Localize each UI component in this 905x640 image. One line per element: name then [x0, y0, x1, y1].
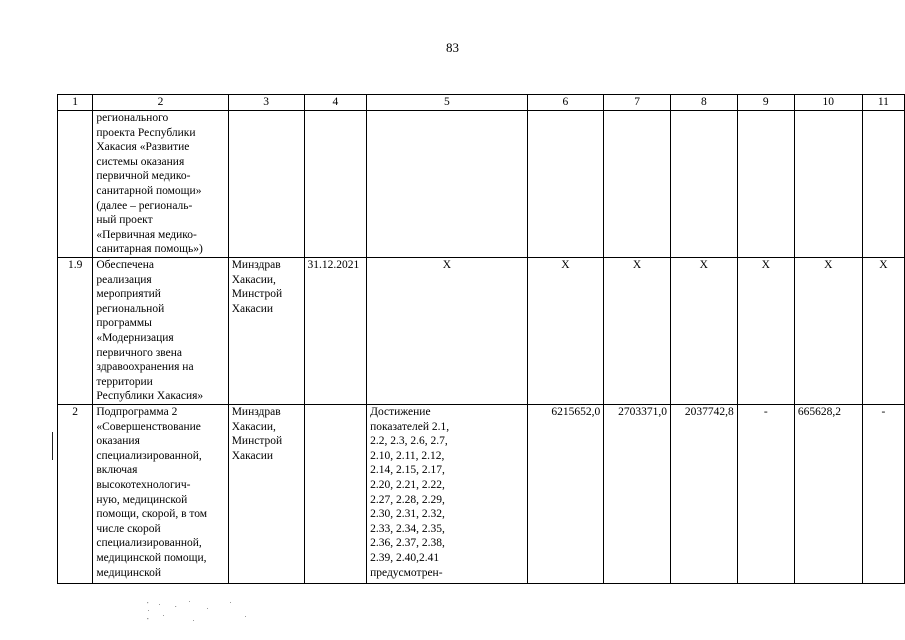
cell-executor [228, 111, 304, 258]
cell-text-line: Хакасии, [231, 420, 276, 433]
column-header: 4 [304, 95, 367, 111]
cell-text-line: первичного звена [96, 346, 182, 359]
cell-text-line: 2.33, 2.34, 2.35, [370, 522, 445, 535]
cell-text-line: 2.27, 2.28, 2.29, [370, 493, 445, 506]
cell-col10: 665628,2 [794, 405, 862, 584]
cell-text-line: программы [96, 317, 152, 330]
column-header: 9 [737, 95, 794, 111]
table-row [58, 405, 905, 584]
cell-text-line: Минздрав [231, 406, 281, 418]
cell-number [58, 111, 93, 258]
cell-text-line: Достижение [370, 406, 431, 418]
cell-text-line: проекта Республики [96, 126, 196, 139]
cell-col9 [737, 111, 794, 258]
cell-text-line: Обеспечена [96, 259, 154, 271]
cell-col11 [862, 111, 904, 258]
cell-text-line: 2.30, 2.31, 2.32, [370, 508, 445, 521]
column-header: 2 [93, 95, 228, 111]
cell-text-line: санитарная помощь») [96, 243, 203, 256]
cell-text-line: регионального [96, 112, 169, 124]
cell-text-line: 2.14, 2.15, 2.17, [370, 464, 445, 477]
column-header: 1 [58, 95, 93, 111]
cell-col9: Х [737, 258, 794, 405]
cell-text-line: (далее – региональ- [96, 199, 193, 212]
cell-text-line: 2.2, 2.3, 2.6, 2.7, [370, 435, 448, 448]
cell-text-line: Хакасии, [231, 273, 276, 286]
cell-text-line: медицинской помощи, [96, 551, 207, 564]
cell-text-line: системы оказания [96, 155, 185, 168]
cell-text-line: первичной медико- [96, 170, 191, 183]
cell-text-line: Х [442, 259, 452, 271]
cell-col10 [794, 111, 862, 258]
cell-text-line: санитарной помощи» [96, 184, 202, 197]
cell-executor [228, 405, 304, 584]
cell-text-line: помощи, скорой, в том [96, 508, 208, 521]
cell-text-line: Хакасия «Развитие [96, 141, 190, 154]
cell-text-line: медицинской [96, 566, 162, 579]
cell-text-line: высокотехнологич- [96, 478, 191, 491]
cell-text-line: ный проект [96, 214, 153, 227]
column-header: 6 [527, 95, 604, 111]
cell-text-line: 2.10, 2.11, 2.12, [370, 449, 445, 462]
cell-text-line: «Совершенствование [96, 420, 201, 433]
column-header: 3 [228, 95, 304, 111]
cell-col10: Х [794, 258, 862, 405]
cell-col11: Х [862, 258, 904, 405]
column-header: 7 [604, 95, 671, 111]
cell-text-line: Хакасии [231, 302, 274, 315]
cell-col7 [604, 111, 671, 258]
cell-indicators [367, 111, 528, 258]
cell-col9: - [737, 405, 794, 584]
cell-col11: - [862, 405, 904, 584]
cell-text-line: показателей 2.1, [370, 420, 450, 433]
cell-number: 2 [58, 405, 93, 584]
column-header: 11 [862, 95, 904, 111]
cell-text-line: 2.20, 2.21, 2.22, [370, 478, 445, 491]
cell-total: Х [527, 258, 604, 405]
column-header: 5 [367, 95, 528, 111]
table-row [58, 111, 905, 258]
scan-noise [145, 596, 265, 628]
table-row [58, 258, 905, 405]
cell-indicators [367, 405, 528, 584]
document-table [57, 94, 905, 584]
cell-text-line: Подпрограмма 2 [96, 406, 178, 418]
cell-text-line: 2.39, 2.40,2.41 [370, 551, 440, 564]
cell-text-line: Минстрой [231, 435, 283, 448]
cell-col8: 2037742,8 [670, 405, 737, 584]
cell-col8 [670, 111, 737, 258]
cell-col8: Х [670, 258, 737, 405]
cell-description [93, 111, 228, 258]
cell-deadline: 31.12.2021 [304, 258, 367, 405]
cell-indicators [367, 258, 528, 405]
column-header: 8 [670, 95, 737, 111]
cell-total: 6215652,0 [527, 405, 604, 584]
cell-text-line: региональной [96, 302, 165, 315]
cell-number: 1.9 [58, 258, 93, 405]
cell-text-line: ную, медицинской [96, 493, 188, 506]
cell-text-line: Минстрой [231, 288, 283, 301]
table-header-row [58, 95, 905, 111]
page-number: 83 [446, 40, 459, 55]
cell-deadline [304, 405, 367, 584]
column-header: 10 [794, 95, 862, 111]
cell-executor [228, 258, 304, 405]
cell-text-line: Минздрав [231, 259, 281, 271]
cell-text-line: оказания [96, 435, 140, 448]
cell-text-line: включая [96, 464, 138, 477]
cell-text-line: «Модернизация [96, 331, 174, 344]
cell-text-line: здравоохранения на [96, 361, 194, 374]
cell-description [93, 405, 228, 584]
cell-col7: Х [604, 258, 671, 405]
cell-col7: 2703371,0 [604, 405, 671, 584]
cell-deadline [304, 111, 367, 258]
cell-text-line: предусмотрен- [370, 566, 443, 579]
cell-text-line: реализация [96, 273, 152, 286]
cell-description [93, 258, 228, 405]
cell-text-line: Хакасии [231, 449, 274, 462]
cell-text-line: территории [96, 375, 153, 388]
cell-text-line: мероприятий [96, 288, 161, 301]
cell-text-line: «Первичная медико- [96, 228, 197, 241]
cell-text-line: специализированной, [96, 449, 202, 462]
cell-text-line: Республики Хакасия» [96, 390, 204, 403]
cell-total [527, 111, 604, 258]
cell-text-line: числе скорой [96, 522, 161, 535]
cell-text-line: 2.36, 2.37, 2.38, [370, 537, 445, 550]
scan-margin-mark [52, 432, 53, 460]
cell-text-line: специализированной, [96, 537, 202, 550]
